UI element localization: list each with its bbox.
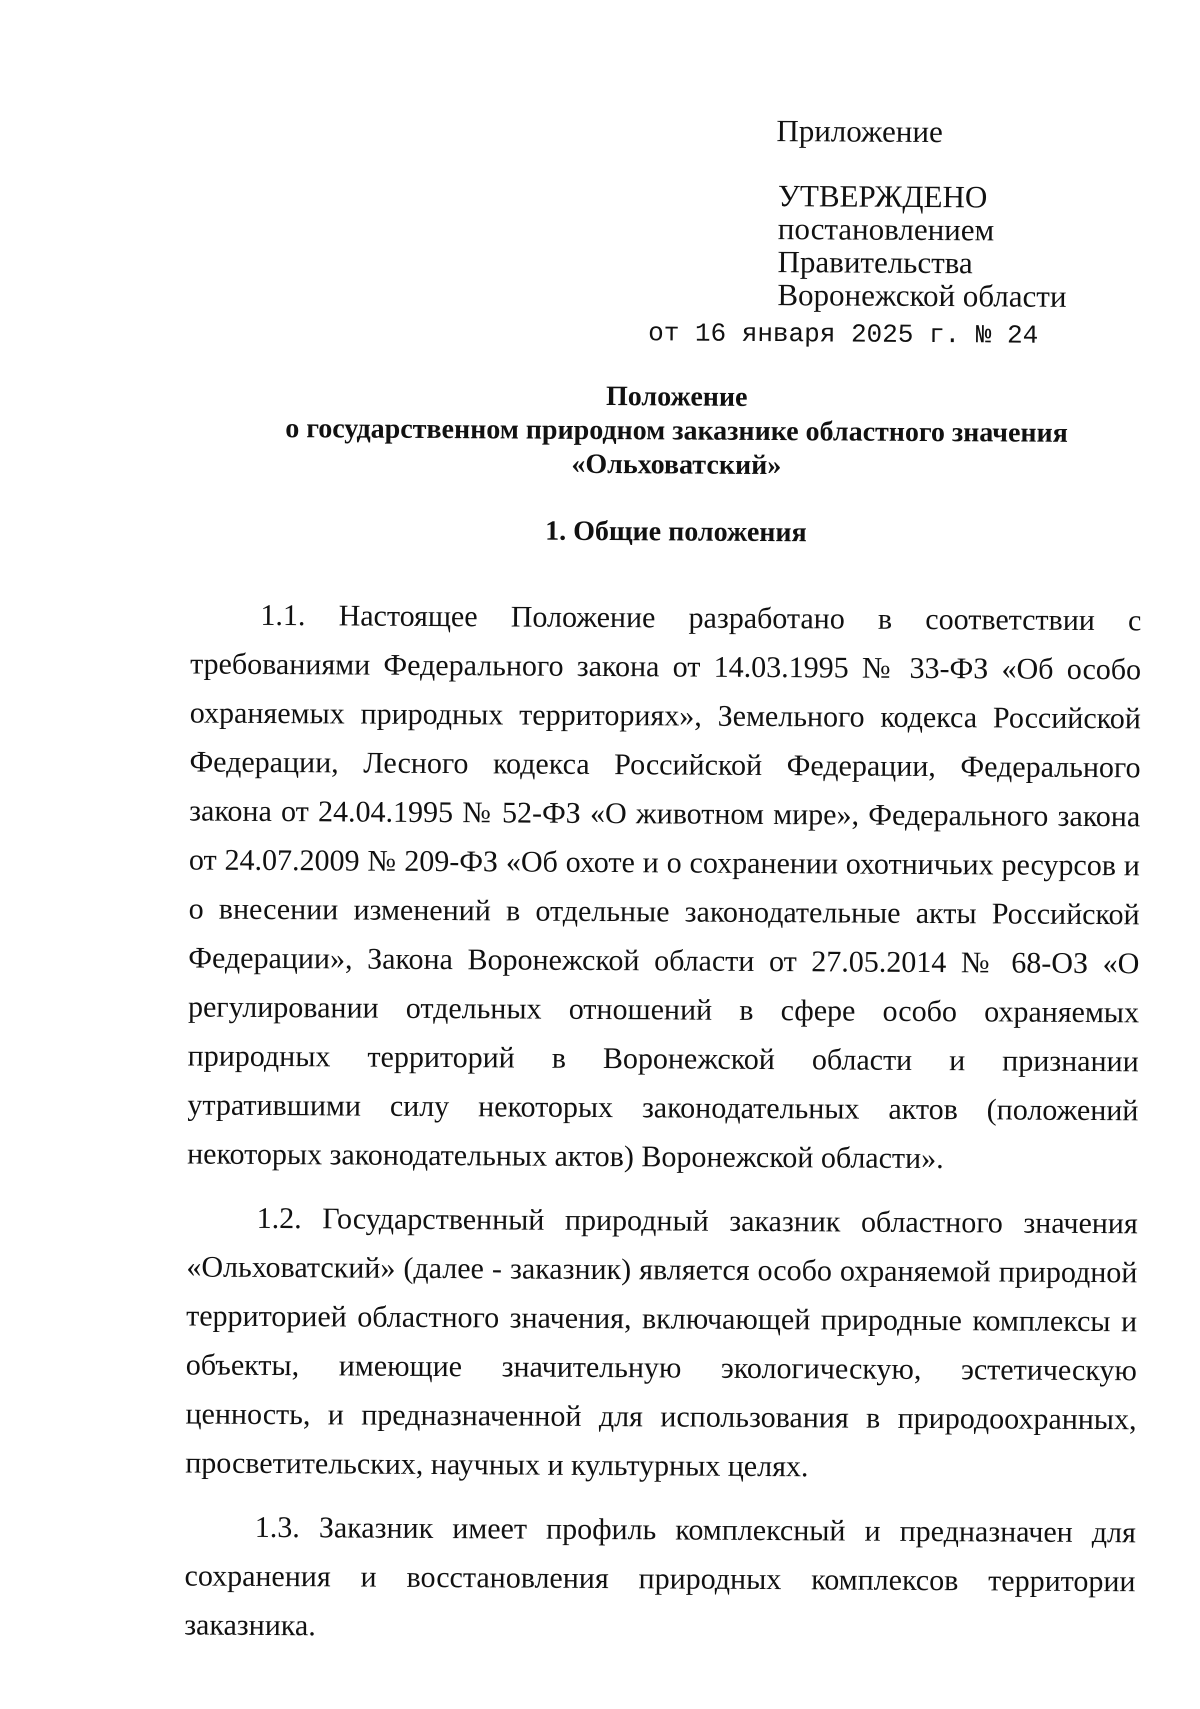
paragraph-1-3: 1.3. Заказник имеет профиль комплексный и предназначен для сохранения и восстановления природных комплексов территории заказника. bbox=[184, 1510, 1136, 1643]
paragraph-1-1: 1.1. Настоящее Положение разработано в соответствии с требованиями Федерального закона от 14.03.1995 № 33-ФЗ «Об особо охраняемых природных территориях», Земельного кодекса Российской Федерации, Лесного кодекса Российской Федерации, Федерального закона от 24.04.1995 № 52-ФЗ «О животном мире», Федерального закона от 24.07.2009 № 209-ФЗ «Об охоте и о сохранении охотничьих ресурсов и о внесении изменений в отдельные законодательные акты Российской Федерации», Закона Воронежской области от 27.05.2014 № 68-ОЗ «О регулировании отдельных отношений в сфере особо охраняемых природных территорий в Воронежской области и признании утратившими силу некоторых законодательных актов (положений некоторых законодательных актов) Воронежской области». bbox=[187, 598, 1142, 1176]
approved-line-government: Правительства bbox=[777, 244, 973, 281]
approved-label: УТВЕРЖДЕНО bbox=[777, 178, 988, 215]
approval-block bbox=[777, 179, 1067, 313]
approved-line-decree: постановлением bbox=[777, 211, 995, 248]
document-body bbox=[184, 590, 1142, 1670]
title-line-2: о государственном природном заказнике областного значения bbox=[285, 413, 1068, 449]
decree-date-number: от 16 января 2025 г. № 24 bbox=[648, 318, 1039, 351]
annex-label: Приложение bbox=[776, 113, 943, 150]
section-heading: 1. Общие положения bbox=[545, 515, 807, 549]
paragraph-1-2: 1.2. Государственный природный заказник областного значения «Ольховатский» (далее - заказник) является особо охраняемой природной территорией областного значения, включающей природные комплексы и объекты, имеющие значительную экологическую, эстетическую ценность, и предназначенной для использования в природоохранных, просветительских, научных и культурных целях. bbox=[185, 1201, 1138, 1484]
title-line-1: Положение bbox=[605, 381, 748, 413]
approved-line-region: Воронежской области bbox=[777, 277, 1067, 314]
title-line-3: «Ольховатский» bbox=[571, 448, 782, 482]
document-title bbox=[152, 377, 1200, 485]
